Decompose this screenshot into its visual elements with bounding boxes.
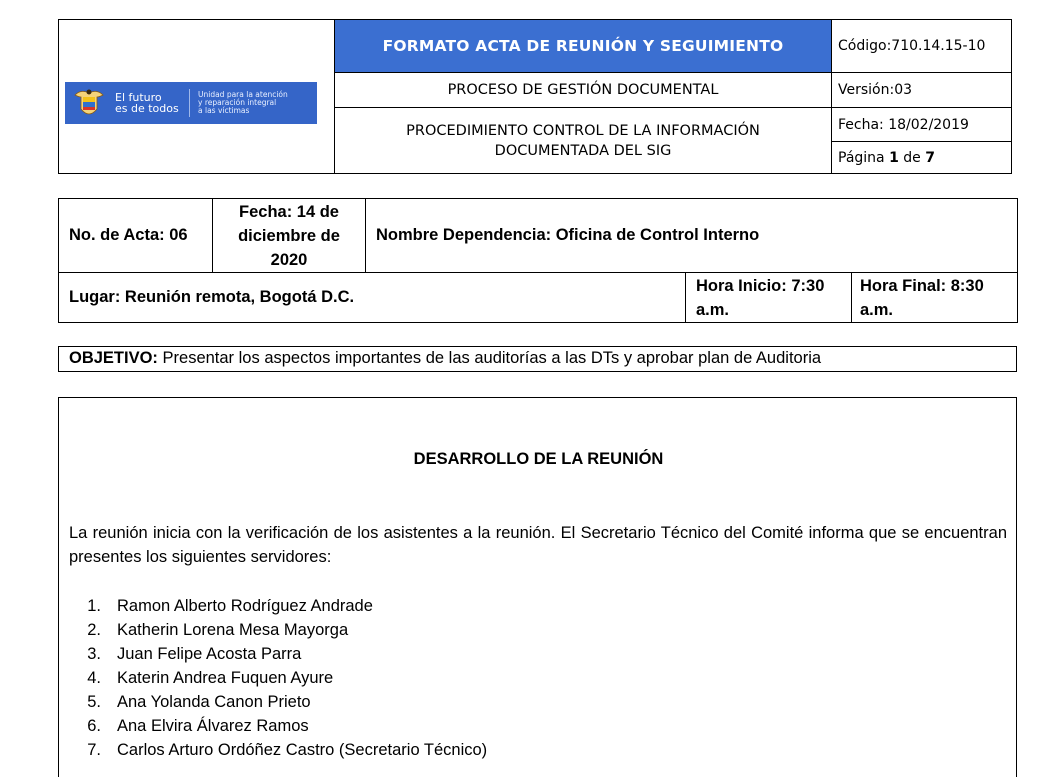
attendee-name: Juan Felipe Acosta Parra (117, 645, 302, 663)
logo-subtext-3: a las víctimas (198, 106, 250, 115)
process-name: PROCESO DE GESTIÓN DOCUMENTAL (335, 73, 832, 108)
page-label: Página (838, 149, 885, 166)
objective-text: Presentar los aspectos importantes de las auditorías a las DTs y aprobar plan de Auditoria (157, 349, 822, 367)
attendee-number: 6. (87, 717, 101, 735)
dependency-name: Nombre Dependencia: Oficina de Control Interno (366, 199, 1018, 273)
objective-label: OBJETIVO: (69, 349, 158, 367)
development-section (58, 397, 1017, 777)
attendee-name: Ana Elvira Álvarez Ramos (117, 717, 309, 735)
procedure-name (335, 108, 832, 174)
start-time-line-1: Hora Inicio: 7:30 (696, 276, 825, 295)
logo-cell (59, 20, 335, 174)
objective-box (58, 346, 1017, 372)
procedure-line-1: PROCEDIMIENTO CONTROL DE LA INFORMACIÓN (406, 122, 760, 139)
meeting-info-table (58, 198, 1018, 323)
meeting-date-line-1: Fecha: 14 de (239, 202, 339, 221)
meeting-date (213, 199, 366, 273)
development-title: DESARROLLO DE LA REUNIÓN (413, 450, 664, 468)
attendee-number: 5. (87, 693, 101, 711)
start-time (686, 273, 852, 323)
attendee-name: Ramon Alberto Rodríguez Andrade (117, 597, 373, 615)
attendee-number: 3. (87, 645, 101, 663)
attendee-name: Katherin Lorena Mesa Mayorga (117, 621, 349, 639)
meeting-date-line-2: diciembre de (238, 226, 340, 245)
attendee-name: Katerin Andrea Fuquen Ayure (117, 669, 334, 687)
end-time-line-2: a.m. (860, 300, 894, 319)
attendee-number: 2. (87, 621, 101, 639)
attendee-item (59, 666, 1009, 690)
attendee-number: 1. (87, 597, 101, 615)
meeting-place: Lugar: Reunión remota, Bogotá D.C. (59, 273, 686, 323)
page-total: 7 (925, 149, 935, 166)
end-time (852, 273, 1018, 323)
document-date: Fecha: 18/02/2019 (832, 108, 1012, 142)
document-header (58, 19, 1012, 174)
page-current: 1 (889, 149, 899, 166)
meeting-date-line-3: 2020 (270, 250, 308, 269)
page-number (832, 142, 1012, 174)
development-intro: La reunión inicia con la verificación de los asistentes a la reunión. El Secretario Técnico del Comité informa que se encuentran presentes los siguientes servidores: (69, 524, 1007, 566)
page-of: de (903, 149, 921, 166)
attendees-list (59, 594, 1009, 762)
end-time-line-1: Hora Final: 8:30 (860, 276, 984, 295)
attendee-item (59, 642, 1009, 666)
attendee-name: Carlos Arturo Ordóñez Castro (Secretario Técnico) (117, 741, 488, 759)
logo-subtext-1: Unidad para la atención (198, 90, 288, 99)
document-code: Código:710.14.15-10 (832, 20, 1012, 73)
logo-divider (189, 89, 190, 117)
attendee-item (59, 738, 1009, 762)
attendee-item (59, 594, 1009, 618)
attendee-item (59, 618, 1009, 642)
attendee-item (59, 714, 1009, 738)
logo-text-1: El futuro (115, 91, 162, 104)
form-title: FORMATO ACTA DE REUNIÓN Y SEGUIMIENTO (335, 20, 832, 73)
start-time-line-2: a.m. (696, 300, 730, 319)
acta-number: No. de Acta: 06 (59, 199, 213, 273)
colombia-crest-icon (71, 85, 107, 121)
procedure-line-2: DOCUMENTADA DEL SIG (494, 142, 672, 159)
attendee-item (59, 690, 1009, 714)
attendee-name: Ana Yolanda Canon Prieto (117, 693, 311, 711)
document-version: Versión:03 (832, 73, 1012, 108)
attendee-number: 4. (87, 669, 101, 687)
logo-text-2: es de todos (115, 102, 179, 115)
institution-logo (65, 82, 317, 124)
attendee-number: 7. (87, 741, 101, 759)
logo-subtext-2: y reparación integral (198, 98, 277, 107)
